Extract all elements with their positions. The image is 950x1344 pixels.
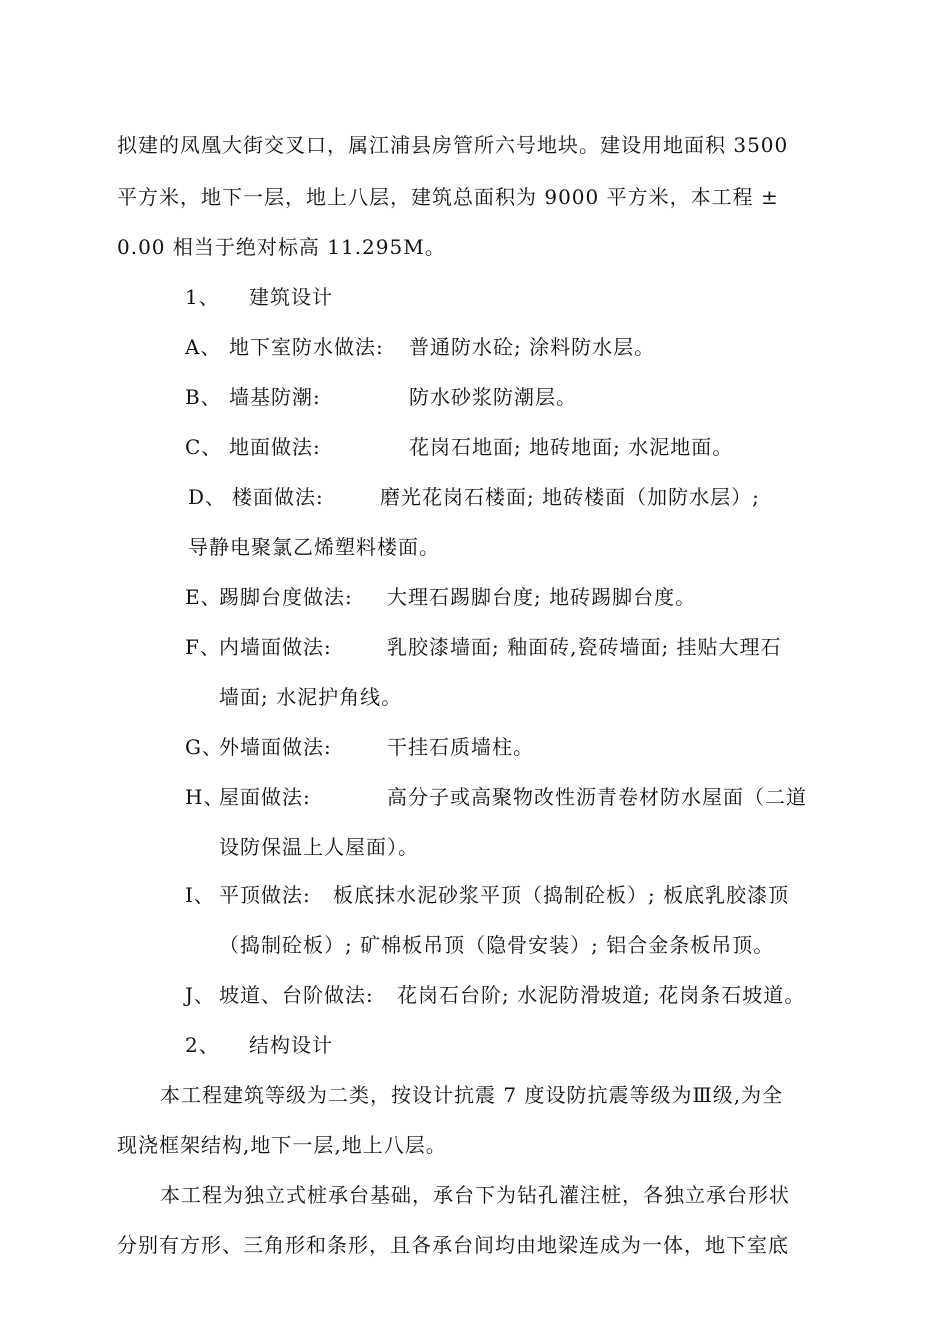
- item-f: [185, 632, 782, 662]
- paragraph-text: 本工程为独立式桩承台基础，承台下为钻孔灌注桩，各独立承台形状: [160, 1183, 790, 1207]
- item-a: [185, 332, 655, 362]
- item-label: H、: [185, 785, 225, 809]
- item-value-continued: （捣制砼板）; 矿棉板吊顶（隐骨安装）; 铝合金条板吊顶。: [219, 933, 775, 957]
- section-number: 2、: [185, 1033, 220, 1057]
- item-i-continued: [219, 930, 774, 960]
- structure-paragraph-2-line-1: [160, 1180, 790, 1210]
- section-title: 结构设计: [249, 1033, 333, 1057]
- item-name: 坡道、台阶做法:: [219, 983, 374, 1007]
- section-number: 1、: [185, 285, 220, 309]
- structure-paragraph-2-line-2: [117, 1230, 789, 1260]
- item-name: 外墙面做法:: [219, 735, 332, 759]
- intro-line-1: [117, 130, 788, 160]
- section-title: 建筑设计: [249, 285, 333, 309]
- item-name: 平顶做法:: [219, 883, 311, 907]
- item-h: [185, 782, 807, 812]
- item-value: 花岗石地面; 地砖地面; 水泥地面。: [409, 435, 734, 459]
- item-value: 普通防水砼; 涂料防水层。: [409, 335, 656, 359]
- item-h-continued: [219, 832, 419, 862]
- item-name: 楼面做法:: [232, 485, 324, 509]
- item-value: 大理石踢脚台度; 地砖踢脚台度。: [387, 585, 697, 609]
- item-value: 干挂石质墙柱。: [387, 735, 534, 759]
- item-d: [188, 482, 760, 512]
- item-name: 踢脚台度做法:: [219, 585, 353, 609]
- item-label: D、: [188, 485, 227, 509]
- item-label: B、: [185, 385, 222, 409]
- intro-line-3: [117, 232, 446, 262]
- item-label: C、: [185, 435, 223, 459]
- paragraph-text: 分别有方形、三角形和条形，且各承台间均由地梁连成为一体，地下室底: [117, 1233, 789, 1257]
- item-label: J、: [185, 983, 216, 1007]
- item-value-continued: 导静电聚氯乙烯塑料楼面。: [188, 535, 440, 559]
- item-j: [185, 980, 805, 1010]
- paragraph-text: 本工程建筑等级为二类，按设计抗震 7 度设防抗震等级为Ⅲ级,为全: [160, 1083, 784, 1107]
- structure-paragraph-1-line-2: [117, 1130, 447, 1160]
- item-label: E、: [185, 585, 222, 609]
- item-e: [185, 582, 696, 612]
- intro-text-2: 平方米，地下一层，地上八层，建筑总面积为 9000 平方米，本工程 ±: [117, 185, 779, 209]
- paragraph-text: 现浇框架结构,地下一层,地上八层。: [117, 1133, 447, 1157]
- item-name: 墙基防潮:: [229, 385, 321, 409]
- item-value: 花岗石台阶; 水泥防滑坡道; 花岗条石坡道。: [397, 983, 806, 1007]
- intro-text-3: 0.00 相当于绝对标高 11.295M。: [117, 235, 446, 259]
- item-i: [185, 880, 789, 910]
- item-value-continued: 墙面; 水泥护角线。: [219, 685, 403, 709]
- item-value: 磨光花岗石楼面; 地砖楼面（加防水层）;: [380, 485, 760, 509]
- item-name: 地下室防水做法:: [229, 335, 384, 359]
- item-c: [185, 432, 733, 462]
- structure-paragraph-1-line-1: [160, 1080, 783, 1110]
- section-heading-2: [185, 1030, 333, 1060]
- intro-text-1: 拟建的凤凰大街交叉口，属江浦县房管所六号地块。建设用地面积 3500: [117, 133, 789, 157]
- item-label: G、: [185, 735, 223, 759]
- section-heading-1: [185, 282, 333, 312]
- item-name: 屋面做法:: [219, 785, 311, 809]
- item-label: F、: [185, 635, 221, 659]
- intro-line-2: [117, 182, 779, 212]
- item-value: 板底抹水泥砂浆平顶（捣制砼板）; 板底乳胶漆顶: [333, 883, 790, 907]
- item-label: A、: [185, 335, 222, 359]
- item-b: [185, 382, 577, 412]
- item-value-continued: 设防保温上人屋面）。: [219, 835, 419, 859]
- item-value: 高分子或高聚物改性沥青卷材防水屋面（二道: [387, 785, 807, 809]
- item-g: [185, 732, 534, 762]
- item-d-continued: [188, 532, 440, 562]
- item-f-continued: [219, 682, 402, 712]
- item-value: 防水砂浆防潮层。: [409, 385, 577, 409]
- item-name: 内墙面做法:: [219, 635, 332, 659]
- item-value: 乳胶漆墙面; 釉面砖,瓷砖墙面; 挂贴大理石: [387, 635, 782, 659]
- item-label: I、: [185, 883, 215, 907]
- item-name: 地面做法:: [229, 435, 321, 459]
